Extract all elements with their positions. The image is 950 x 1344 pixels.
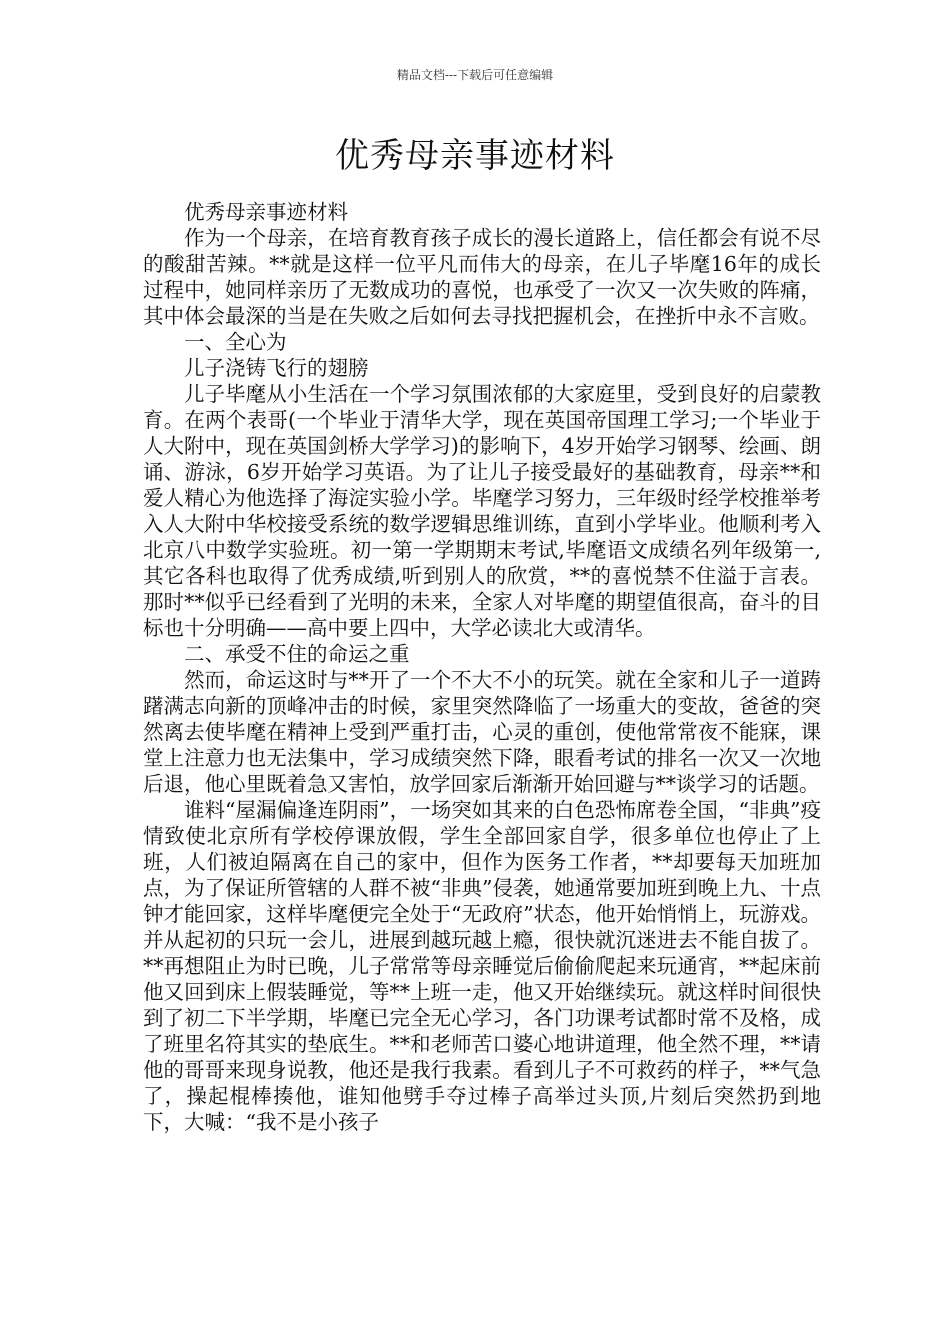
section-heading-2: 二、承受不住的命运之重 bbox=[184, 642, 410, 666]
document-body bbox=[143, 199, 821, 1135]
paragraph-intro: 作为一个母亲，在培育教育孩子成长的漫长道路上，信任都会有说不尽的酸甜苦辣。**就是这样一位平凡而伟大的母亲，在儿子毕麾16年的成长过程中，她同样亲历了无数成功的喜悦，也承受了一次又一次失败的阵痛，其中体会最深的当是在失败之后如何去寻找把握机会，在挫折中永不言败。 bbox=[143, 226, 821, 328]
subtitle-line: 优秀母亲事迹材料 bbox=[184, 200, 348, 224]
paragraph-sars: 谁料“屋漏偏逢连阴雨”，一场突如其来的白色恐怖席卷全国，“非典”疫情致使北京所有学校停课放假，学生全部回家自学，很多单位也停止了上班，人们被迫隔离在自己的家中，但作为医务工作者，**却要每天加班加点，为了保证所管辖的人群不被“非典”侵袭，她通常要加班到晚上九、十点钟才能回家，这样毕麾便完全处于“无政府”状态，他开始悄悄上，玩游戏。并从起初的只玩一会儿，进展到越玩越上瘾，很快就沉迷进去不能自拔了。**再想阻止为时已晚，儿子常常等母亲睡觉后偷偷爬起来玩通宵，**起床前他又回到床上假装睡觉，等**上班一走，他又开始继续玩。就这样时间很快到了初二下半学期，毕麾已完全无心学习，各门功课考试都时常不及格，成了班里名符其实的垫底生。**和老师苦口婆心地讲道理，他全然不理，**请他的哥哥来现身说教，他还是我行我素。看到儿子不可救药的样子，**气急了，操起棍棒揍他，谁知他劈手夺过棒子高举过头顶,片刻后突然扔到地下，大喊：“我不是小孩子 bbox=[143, 798, 821, 1134]
section-heading-1-continued: 儿子浇铸飞行的翅膀 bbox=[184, 356, 369, 380]
document-title: 优秀母亲事迹材料 bbox=[335, 136, 615, 176]
page-header: 精品文档---下载后可任意编辑 bbox=[396, 68, 554, 82]
paragraph-childhood: 儿子毕麾从小生活在一个学习氛围浓郁的大家庭里，受到良好的启蒙教育。在两个表哥(一个毕业于清华大学，现在英国帝国理工学习;一个毕业于人大附中，现在英国剑桥大学学习)的影响下，4岁开始学习钢琴、绘画、朗诵、游泳，6岁开始学习英语。为了让儿子接受最好的基础教育，母亲**和爱人精心为他选择了海淀实验小学。毕麾学习努力，三年级时经学校推举考入人大附中华校接受系统的数学逻辑思维训练，直到小学毕业。他顺利考入北京八中数学实验班。初一第一学期期末考试,毕麾语文成绩名列年级第一,其它各科也取得了优秀成绩,听到别人的欣赏，**的喜悦禁不住溢于言表。那时**似乎已经看到了光明的未来，全家人对毕麾的期望值很高，奋斗的目标也十分明确——高中要上四中，大学必读北大或清华。 bbox=[143, 382, 821, 640]
section-heading-1: 一、全心为 bbox=[184, 330, 287, 354]
paragraph-setback: 然而，命运这时与**开了一个不大不小的玩笑。就在全家和儿子一道踌躇满志向新的顶峰冲击的时候，家里突然降临了一场重大的变故，爸爸的突然离去使毕麾在精神上受到严重打击，心灵的重创，使他常常夜不能寐，课堂上注意力也无法集中，学习成绩突然下降，眼看考试的排名一次又一次地后退，他心里既着急又害怕，放学回家后渐渐开始回避与**谈学习的话题。 bbox=[143, 668, 821, 796]
